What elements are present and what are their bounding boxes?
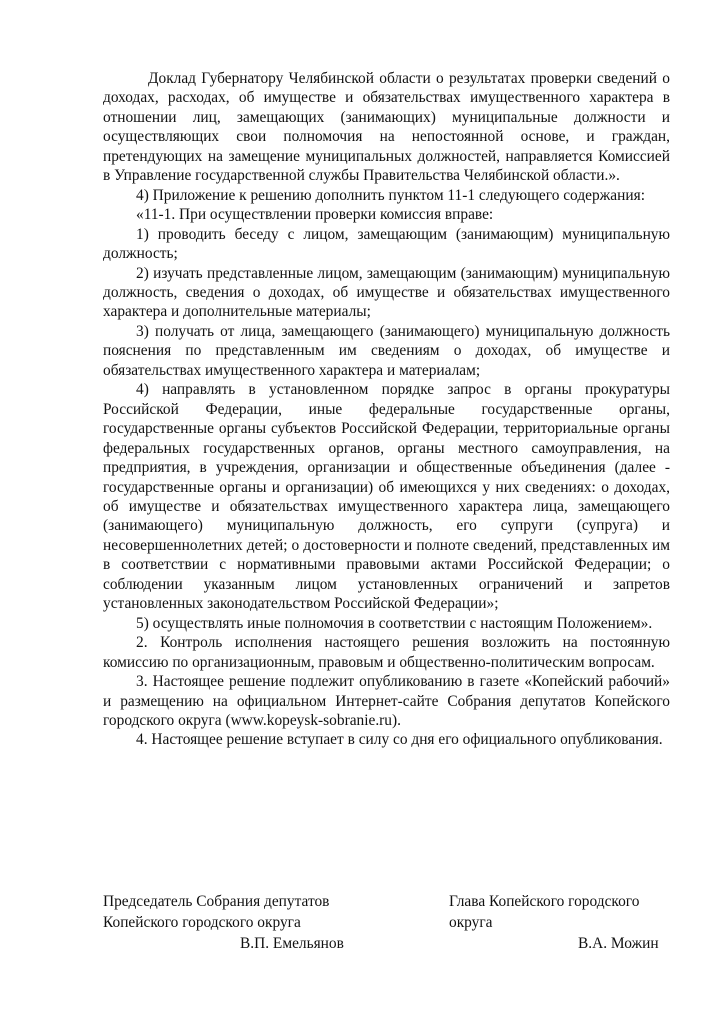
paragraph-subclause-5: 5) осуществлять иные полномочия в соответствии с настоящим Положением».: [136, 614, 653, 632]
signature-left-name: В.П. Емельянов: [240, 935, 344, 952]
paragraph-subclause-4: 4) направлять в установленном порядке запрос в органы прокуратуры Российской Федерации, иные федеральные государственные органы, государственные органы субъектов Российской Федерации, территориальные органы федеральных государственных органов, органы местного самоуправления, на предприятия, в учреждения, организации и общественные объединения (далее - государственные органы и организации) об имеющихся у них сведениях: о доходах, об имуществе и обязательствах имущественного характера лица, замещающего (занимающего) муниципальную должность, его супруги (супруга) и несовершеннолетних детей; о достоверности и полноте сведений, представленных им в соответствии с нормативными правовыми актами Российской Федерации; о соблюдении указанным лицом установленных ограничений и запретов установленных законодательством Российской Федерации»;: [103, 381, 670, 613]
paragraph-publication: 3. Настоящее решение подлежит опубликованию в газете «Копейский рабочий» и размещению на официальном Интернет-сайте Собрания депутатов Копейского городского округа (www.kopeysk-sobranie.ru).: [103, 673, 670, 729]
paragraph-subclause-1: 1) проводить беседу с лицом, замещающим (занимающим) муниципальную должность;: [103, 225, 670, 263]
paragraph-control: 2. Контроль исполнения настоящего решения возложить на постоянную комиссию по организационным, правовым и общественно-политическим вопросам.: [103, 634, 670, 671]
signature-right-title-line2: округа: [449, 914, 493, 931]
signature-left-title-line2: Копейского городского округа: [103, 914, 301, 931]
signature-left-title-line1: Председатель Собрания депутатов: [103, 893, 330, 910]
paragraph-clause-11-1: «11-1. При осуществлении проверки комиссия вправе:: [136, 206, 494, 224]
paragraph-effective-date: 4. Настоящее решение вступает в силу со дня его официального опубликования.: [136, 731, 663, 749]
signature-right-name: В.А. Можин: [578, 935, 659, 952]
document-body: [103, 69, 670, 750]
signature-right-title-line1: Глава Копейского городского: [449, 893, 640, 910]
paragraph-subclause-3: 3) получать от лица, замещающего (занимающего) муниципальную должность пояснения по представленным им сведениям о доходах, об имуществе и обязательствах имущественного характера и материалам;: [103, 322, 670, 379]
paragraph-amendment-4: 4) Приложение к решению дополнить пунктом 11-1 следующего содержания:: [136, 186, 645, 204]
paragraph-governor-report: Доклад Губернатору Челябинской области о результатах проверки сведений о доходах, расходах, об имуществе и обязательствах имущественного характера в отношении лиц, замещающих (занимающих) муниципальные должности и осуществляющих свои полномочия на непостоянной основе, и граждан, претендующих на замещение муниципальных должностей, направляется Комиссией в Управление государственной службы Правительства Челябинской области.».: [103, 70, 670, 185]
paragraph-subclause-2: 2) изучать представленные лицом, замещающим (занимающим) муниципальную должность, сведения о доходах, об имуществе и обязательствах имущественного характера и дополнительные материалы;: [103, 264, 670, 321]
